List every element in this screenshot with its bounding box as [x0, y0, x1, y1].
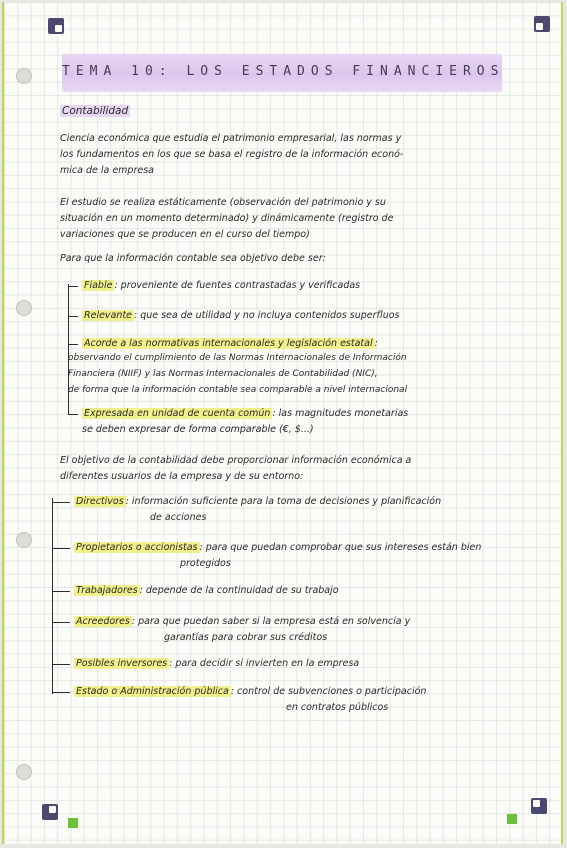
user-item: Propietarios o accionistas : para que puedan comprobar que sus intereses están bien	[76, 542, 482, 553]
quality-item: Acorde a las normativas internacionales y legislación estatal :	[84, 338, 378, 349]
quality-item: Expresada en unidad de cuenta común : las magnitudes monetarias	[84, 408, 409, 419]
arrow-icon	[52, 502, 70, 503]
user-term: Propietarios o accionistas	[76, 542, 198, 553]
corner-mark-icon	[42, 804, 58, 820]
quality-term: Acorde a las normativas internacionales y legislación estatal	[84, 338, 373, 349]
quality-detail: observando el cumplimiento de las Normas Internacionales de Información	[68, 353, 407, 363]
arrow-icon	[52, 591, 70, 592]
paragraph-line: Ciencia económica que estudia el patrimonio empresarial, las normas y	[60, 133, 402, 144]
quality-item: Fiable : proveniente de fuentes contrastadas y verificadas	[84, 280, 361, 291]
punch-hole	[16, 300, 32, 316]
punch-hole	[16, 764, 32, 780]
quality-detail: se deben expresar de forma comparable (€, $...)	[82, 424, 314, 435]
arrow-icon	[52, 664, 70, 665]
objective-intro-line: El objetivo de la contabilidad debe proporcionar información económica a	[60, 455, 412, 466]
quality-detail: de forma que la información contable sea comparable a nivel internacional	[68, 385, 408, 395]
quality-detail: Financiera (NIIF) y las Normas Internacionales de Contabilidad (NIC),	[68, 369, 378, 379]
page-title-text: TEMA 10: LOS ESTADOS FINANCIEROS	[62, 64, 505, 79]
punch-hole	[16, 68, 32, 84]
notebook-page	[2, 2, 563, 844]
user-detail: de acciones	[150, 512, 207, 523]
user-item: Posibles inversores : para decidir si invierten en la empresa	[76, 658, 360, 669]
user-item: Acreedores : para que puedan saber si la empresa está en solvencia y	[76, 616, 411, 627]
corner-mark-icon	[48, 18, 64, 34]
quality-term: Expresada en unidad de cuenta común	[84, 408, 271, 419]
quality-term: Relevante	[84, 310, 132, 321]
green-mark-icon	[68, 818, 78, 828]
arrow-icon	[68, 344, 78, 345]
arrow-icon	[68, 414, 78, 415]
arrow-icon	[52, 548, 70, 549]
corner-mark-icon	[531, 798, 547, 814]
user-item: Directivos : información suficiente para la toma de decisiones y planificación	[76, 496, 442, 507]
arrow-icon	[68, 286, 78, 287]
corner-mark-icon	[534, 16, 550, 32]
quality-term: Fiable	[84, 280, 113, 291]
user-detail: protegidos	[180, 558, 231, 569]
info-intro: Para que la información contable sea objetivo debe ser:	[60, 253, 326, 264]
paragraph-line: El estudio se realiza estáticamente (observación del patrimonio y su	[60, 197, 386, 208]
page-title	[62, 54, 505, 92]
user-term: Acreedores	[76, 616, 130, 627]
paragraph-line: variaciones que se producen en el curso del tiempo)	[60, 229, 310, 240]
arrow-icon	[68, 316, 78, 317]
user-detail: garantías para cobrar sus créditos	[164, 632, 328, 643]
user-detail: en contratos públicos	[286, 702, 389, 713]
user-term: Estado o Administración pública	[76, 686, 229, 697]
user-term: Posibles inversores	[76, 658, 168, 669]
arrow-icon	[52, 622, 70, 623]
user-item: Estado o Administración pública : control de subvenciones o participación	[76, 686, 427, 697]
paragraph-line: situación en un momento determinado) y dinámicamente (registro de	[60, 213, 394, 224]
objective-intro-line: diferentes usuarios de la empresa y de su entorno:	[60, 471, 304, 482]
paragraph-line: mica de la empresa	[60, 165, 154, 176]
punch-hole	[16, 532, 32, 548]
arrow-icon	[52, 692, 70, 693]
section-heading: Contabilidad	[62, 105, 129, 117]
quality-item: Relevante : que sea de utilidad y no incluya contenidos superfluos	[84, 310, 400, 321]
user-item: Trabajadores : depende de la continuidad de su trabajo	[76, 585, 339, 596]
green-mark-icon	[507, 814, 517, 824]
user-term: Directivos	[76, 496, 124, 507]
user-term: Trabajadores	[76, 585, 138, 596]
paragraph-line: los fundamentos en los que se basa el registro de la información econó-	[60, 149, 404, 160]
